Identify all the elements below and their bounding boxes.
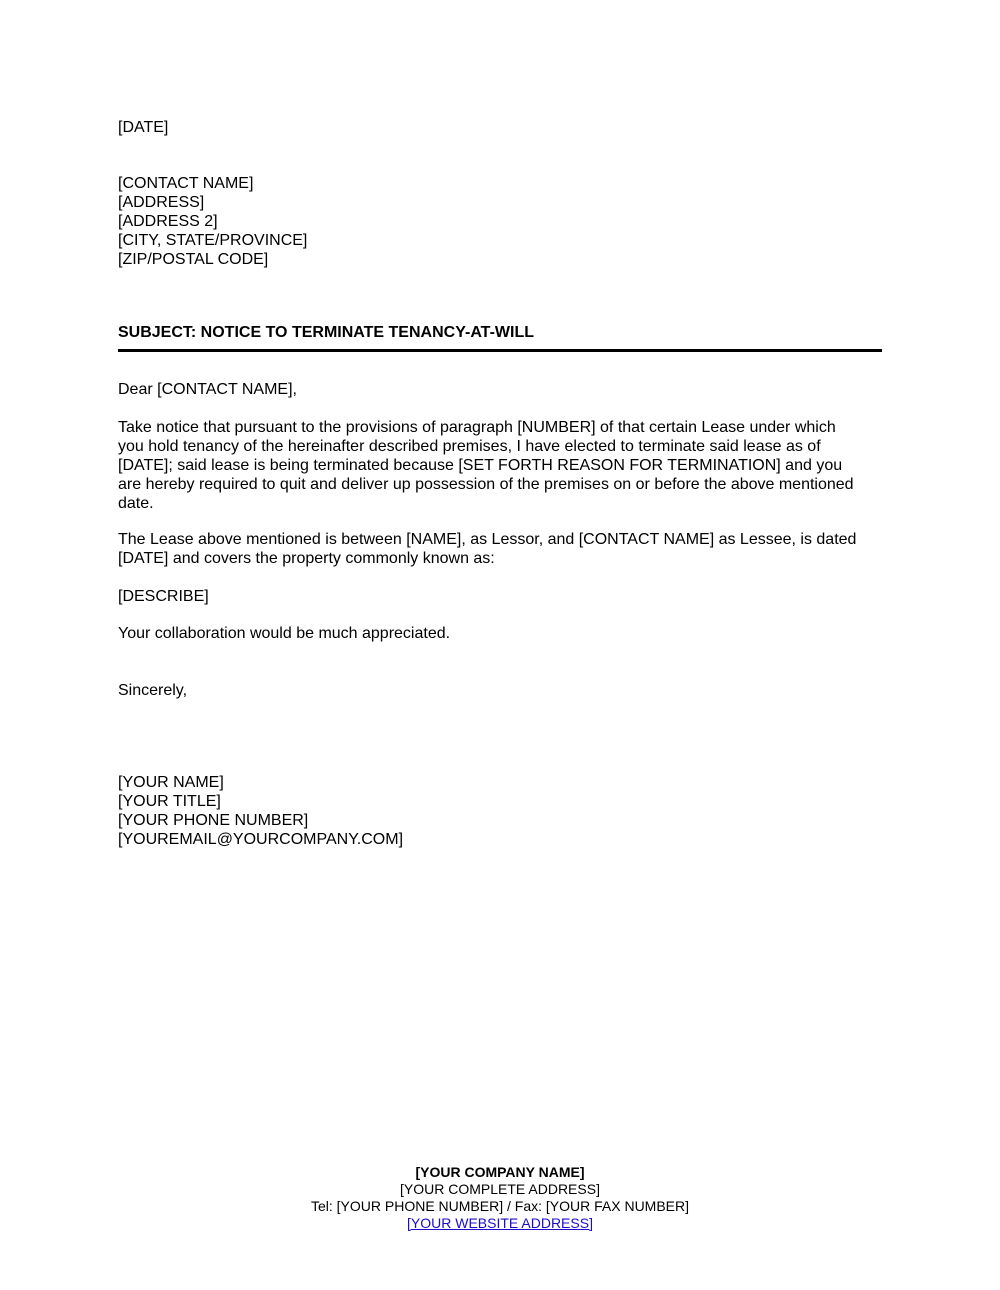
footer-website-link[interactable]: [YOUR WEBSITE ADDRESS] xyxy=(407,1215,593,1231)
subject-line: SUBJECT: NOTICE TO TERMINATE TENANCY-AT-WILL xyxy=(118,324,534,341)
letter-footer xyxy=(200,1164,800,1232)
closing-note: Your collaboration would be much appreciated. xyxy=(118,625,451,642)
footer-contact: Tel: [YOUR PHONE NUMBER] / Fax: [YOUR FAX NUMBER] xyxy=(310,1198,690,1214)
signature-block xyxy=(118,773,888,849)
paragraph-line: Take notice that pursuant to the provisions of paragraph [NUMBER] of that certain Lease under which xyxy=(118,419,836,436)
paragraph-line: date. xyxy=(118,495,154,512)
body-paragraph-1 xyxy=(118,418,888,513)
recipient-zip: [ZIP/POSTAL CODE] xyxy=(118,251,269,268)
recipient-address-2: [ADDRESS 2] xyxy=(118,213,218,230)
recipient-name: [CONTACT NAME] xyxy=(118,175,254,192)
closing: Sincerely, xyxy=(118,682,188,699)
recipient-block xyxy=(118,174,888,269)
body-paragraph-2 xyxy=(118,530,888,568)
subject-divider xyxy=(118,349,882,352)
property-description: [DESCRIBE] xyxy=(118,588,209,605)
signature-name: [YOUR NAME] xyxy=(118,774,224,791)
footer-address: [YOUR COMPLETE ADDRESS] xyxy=(400,1181,600,1197)
salutation: Dear [CONTACT NAME], xyxy=(118,381,297,398)
paragraph-line: you hold tenancy of the hereinafter described premises, I have elected to terminate said lease as of xyxy=(118,438,821,455)
recipient-city-state: [CITY, STATE/PROVINCE] xyxy=(118,232,308,249)
signature-title: [YOUR TITLE] xyxy=(118,793,221,810)
footer-company-name: [YOUR COMPANY NAME] xyxy=(415,1164,585,1180)
signature-phone: [YOUR PHONE NUMBER] xyxy=(118,812,309,829)
recipient-address: [ADDRESS] xyxy=(118,194,205,211)
paragraph-line: [DATE]; said lease is being terminated because [SET FORTH REASON FOR TERMINATION] and you xyxy=(118,457,843,474)
signature-email: [YOUREMAIL@YOURCOMPANY.COM] xyxy=(118,831,404,848)
paragraph-line: The Lease above mentioned is between [NAME], as Lessor, and [CONTACT NAME] as Lessee, is dated xyxy=(118,531,857,548)
letter-date: [DATE] xyxy=(118,119,169,136)
paragraph-line: are hereby required to quit and deliver up possession of the premises on or before the above mentioned xyxy=(118,476,854,493)
paragraph-line: [DATE] and covers the property commonly known as: xyxy=(118,550,495,567)
